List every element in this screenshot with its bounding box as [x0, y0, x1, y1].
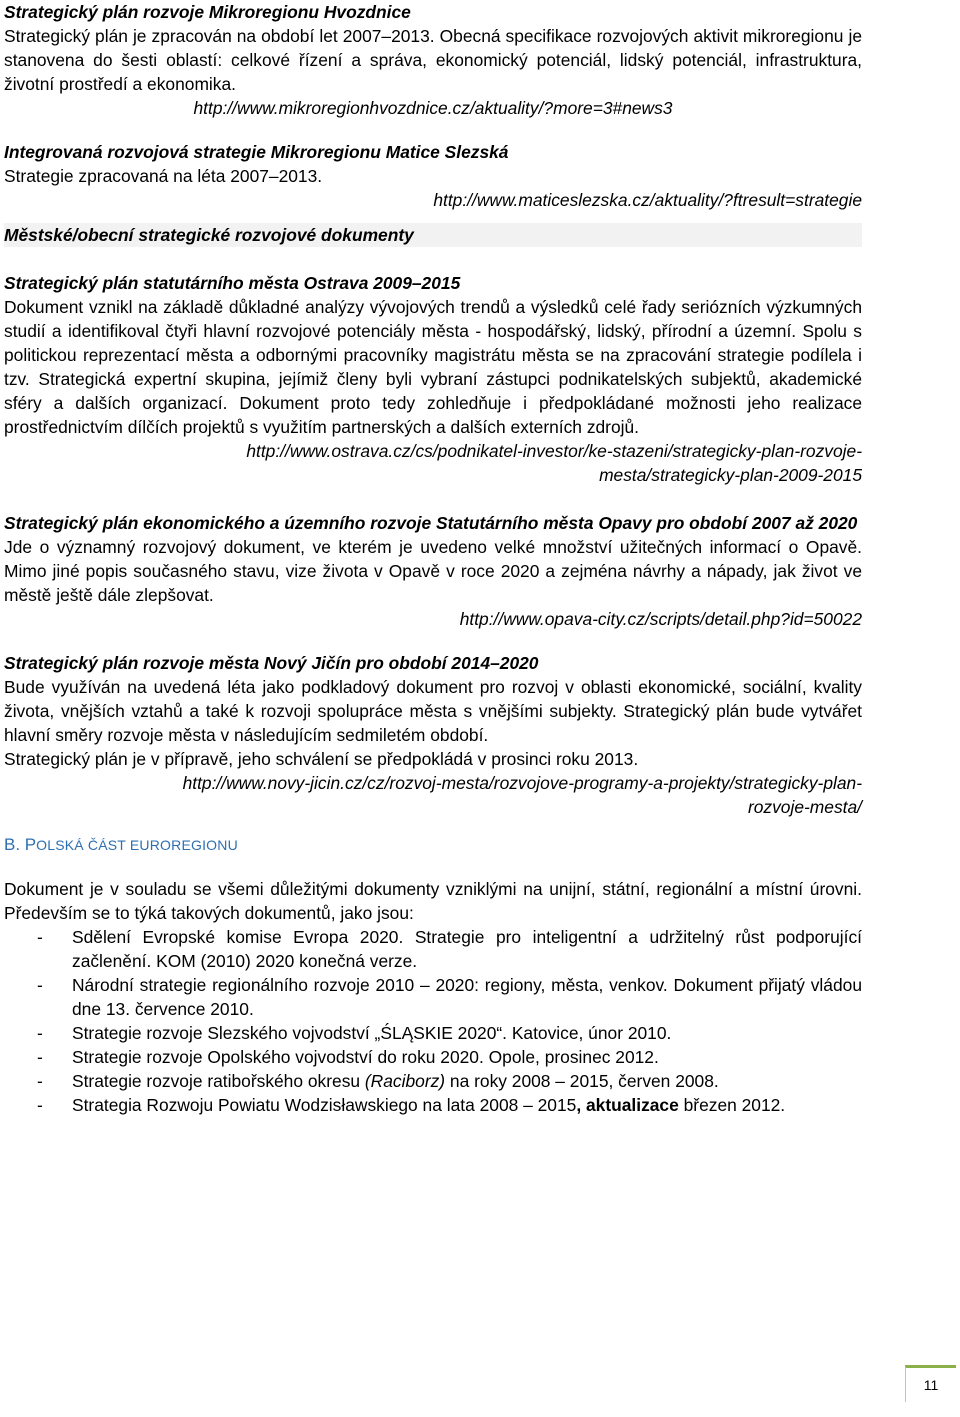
paragraph-opava: Jde o významný rozvojový dokument, ve kterém je uvedeno velké množství užitečných informací o Opavě. Mimo jiné popis současného stavu, vize života v Opavě v roce 2020 a zejména návrhy a nápady, jak život ve městě ještě dále zlepšovat.: [4, 537, 862, 605]
link-ostrava-line2[interactable]: mesta/strategicky-plan-2009-2015: [599, 465, 862, 485]
page-number: 11: [905, 1365, 956, 1402]
section-heading-municipal: Městské/obecní strategické rozvojové dokumenty: [4, 223, 862, 247]
paragraph-novy-jicin: Bude využíván na uvedená léta jako podkladový dokument pro rozvoj v oblasti ekonomické, sociální, kvality života, vnějších vztahů a také k rozvoji spolupráce města s vnějšími subjekty. Strategický plán bude vytvářet hlavní směry rozvoje města v následujícím sedmiletém období.: [4, 677, 862, 745]
part-b-letter: B.: [4, 835, 21, 854]
heading-part-b: [4, 833, 862, 857]
link-opava[interactable]: http://www.opava-city.cz/scripts/detail.php?id=50022: [459, 609, 862, 629]
list-dash: -: [37, 1047, 43, 1067]
heading-ostrava: Strategický plán statutárního města Ostrava 2009–2015: [4, 273, 461, 293]
part-b-initial: P: [24, 835, 37, 854]
link-hvozdnice[interactable]: http://www.mikroregionhvozdnice.cz/aktuality/?more=3#news3: [193, 98, 673, 118]
heading-opava: Strategický plán ekonomického a územního rozvoje Statutárního města Opavy pro období 2007 až 2020: [4, 513, 858, 533]
list-item: - Strategie rozvoje ratibořského okresu (Raciborz) na roky 2008 – 2015, červen 2008.: [37, 1071, 719, 1091]
documents-list: [4, 925, 862, 1117]
list-dash: -: [37, 927, 43, 947]
link-ostrava[interactable]: [4, 439, 862, 487]
paragraph-matice-slezska: Strategie zpracovaná na léta 2007–2013.: [4, 166, 323, 186]
link-novy-jicin-line2[interactable]: rozvoje-mesta/: [747, 797, 862, 817]
list-item: - Strategie rozvoje Opolského vojvodství do roku 2020. Opole, prosinec 2012.: [37, 1047, 659, 1067]
link-matice-slezska[interactable]: http://www.maticeslezska.cz/aktuality/?ftresult=strategie: [433, 190, 862, 210]
list-item: - Strategia Rozwoju Powiatu Wodzisławskiego na lata 2008 – 2015, aktualizace březen 2012.: [37, 1095, 786, 1115]
part-b-rest: OLSKÁ ČÁST EUROREGIONU: [36, 837, 238, 853]
paragraph-hvozdnice: Strategický plán je zpracován na období let 2007–2013. Obecná specifikace rozvojových aktivit mikroregionu je stanovena do šesti oblastí: celkové řízení a správa, ekonomický potenciál, lidský potenciál, infrastruktura, životní prostředí a ekonomika.: [4, 26, 862, 94]
list-item: - Národní strategie regionálního rozvoje 2010 – 2020: regiony, města, venkov. Dokument přijatý vládou dne 13. července 2010.: [37, 975, 862, 1019]
paragraph-novy-jicin-status: Strategický plán je v přípravě, jeho schválení se předpokládá v prosinci roku 2013.: [4, 749, 639, 769]
heading-novy-jicin: Strategický plán rozvoje města Nový Jičín pro období 2014–2020: [4, 653, 539, 673]
list-item: - Sdělení Evropské komise Evropa 2020. Strategie pro inteligentní a udržitelný růst podporující začlenění. KOM (2010) 2020 konečná verze.: [37, 927, 862, 971]
link-ostrava-line1[interactable]: http://www.ostrava.cz/cs/podnikatel-investor/ke-stazeni/strategicky-plan-rozvoje-: [246, 441, 862, 461]
list-item: - Strategie rozvoje Slezského vojvodství „ŚLĄSKIE 2020“. Katovice, únor 2010.: [37, 1023, 672, 1043]
document-page: [4, 0, 862, 1117]
list-dash: -: [37, 1023, 43, 1043]
link-novy-jicin[interactable]: [4, 771, 862, 819]
list-dash: -: [37, 1071, 43, 1091]
paragraph-ostrava: Dokument vznikl na základě důkladné analýzy vývojových trendů a výsledků celé řady seriózních výzkumných studií a identifikoval čtyři hlavní rozvojové potenciály města - hospodářský, lidský, přírodní a územní. Spolu s politickou reprezentací města a odbornými pracovníky magistrátu města se na zpracování strategie podílela i tzv. Strategická expertní skupina, jejímiž členy byli vybraní zástupci podnikatelských subjektů, akademické sféry a dalších organizací. Dokument proto tedy zohledňuje i předpokládané možnosti jeho realizace prostřednictvím dílčích projektů s využitím partnerských a dalších externích zdrojů.: [4, 297, 862, 437]
list-dash: -: [37, 975, 43, 995]
heading-hvozdnice: Strategický plán rozvoje Mikroregionu Hvozdnice: [4, 2, 411, 22]
link-novy-jicin-line1[interactable]: http://www.novy-jicin.cz/cz/rozvoj-mesta/rozvojove-programy-a-projekty/strategicky-plan-: [182, 773, 862, 793]
paragraph-intro: Dokument je v souladu se všemi důležitými dokumenty vzniklými na unijní, státní, regionální a místní úrovni. Především se to týká takových dokumentů, jako jsou:: [4, 879, 862, 923]
list-dash: -: [37, 1095, 43, 1115]
heading-matice-slezska: Integrovaná rozvojová strategie Mikroregionu Matice Slezská: [4, 142, 509, 162]
